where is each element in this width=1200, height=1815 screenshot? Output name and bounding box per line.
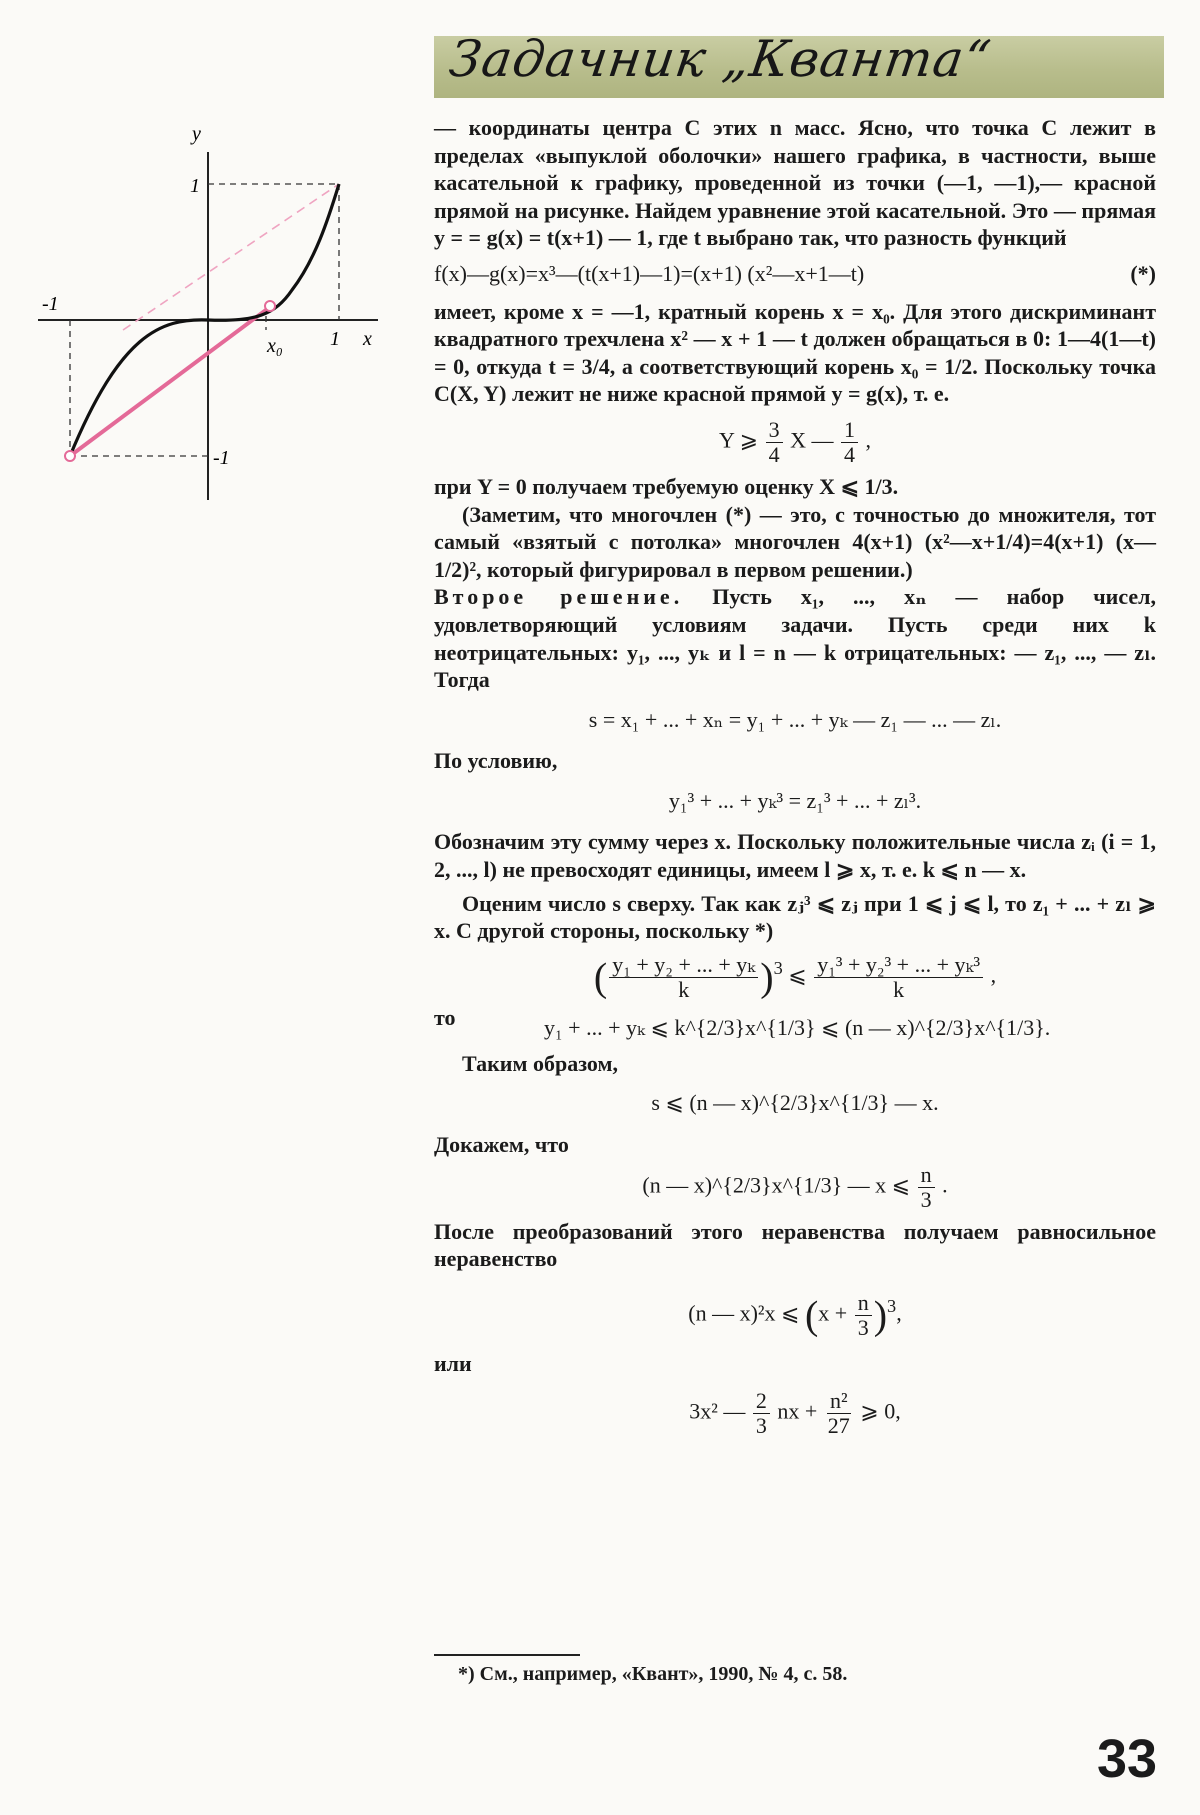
footnote: *) См., например, «Квант», 1990, № 4, с. 58. (458, 1663, 848, 1685)
label-y: y (192, 130, 201, 145)
equation-1-tag: (*) (1130, 260, 1156, 286)
point-x0 (265, 301, 275, 311)
paragraph-13: или (434, 1350, 472, 1376)
equation-6: y₁ + ... + yₖ ⩽ k^{2/3}x^{1/3} ⩽ (n — x)^{2/3}x^{1/3}. (544, 1014, 1051, 1040)
dashed-secant-line (123, 184, 339, 330)
cubic-graph-figure (30, 130, 400, 515)
equation-3: s = x₁ + ... + xₙ = y₁ + ... + yₖ — z₁ — ... — zₗ. (588, 706, 1002, 732)
equation-2: Y ⩾ $\frac{3}{4}$ X — $\frac{1}{4}$ , (719, 416, 871, 467)
equation-8: (n — x)^{2/3}x^{1/3} — x ⩽ $\frac{n}{3}$ . (642, 1161, 948, 1212)
equation-1: f(x)—g(x)=x³—(t(x+1)—1)=(x+1) (x²—x+1—t) (*) (434, 260, 1156, 286)
graph-svg (30, 130, 400, 510)
label-neg-one-y: -1 (213, 447, 230, 469)
label-x: x (363, 328, 372, 350)
paragraph-12: После преобразований этого неравенства получаем равносильное неравенство (434, 1218, 1156, 1272)
paragraph-5: Второе решение. Пусть x₁, ..., xₙ — набор чисел, удовлетворяющий условиям задачи. Пусть среди них k неотрицательных: y₁, ..., yₖ и l = n — k отрицательных: — z₁, ..., — zₗ. Тогда (434, 584, 1156, 693)
paragraph-2: имеет, кроме x = —1, кратный корень x = x₀. Для этого дискриминант квадратного трехчлена x² — x + 1 — t должен обращаться в 0: 1—4(1—t) = 0, откуда t = 3/4, а соответствующий корень x₀ = 1/2. Поскольку точка C(X, Y) лежит не ниже красной прямой y = g(x), т. е. (434, 298, 1156, 407)
label-neg-one-x: -1 (42, 293, 59, 315)
label-one-y: 1 (190, 175, 200, 197)
header-title: Задачник „Кванта“ (445, 30, 995, 88)
equation-5: ( $\frac{\text{y₁ + y₂ + ... + yₖ}}{k}$ )$^3$ ⩽ $\frac{\text{y₁³ + y₂³ + ... + yₖ³}}{k}$ , (593, 951, 997, 1002)
paragraph-8: Оценим число s сверху. Так как zⱼ³ ⩽ zⱼ при 1 ⩽ j ⩽ l, то z₁ + ... + zₗ ⩾ x. С другой стороны, поскольку *) (434, 890, 1156, 944)
equation-7: s ⩽ (n — x)^{2/3}x^{1/3} — x. (651, 1090, 939, 1116)
tangent-line (70, 307, 270, 456)
label-one-x: 1 (330, 328, 340, 350)
paragraph-3: при Y = 0 получаем требуемую оценку X ⩽ 1/3. (434, 473, 899, 499)
paragraph-1: — координаты центра C этих n масс. Ясно, что точка C лежит в пределах «выпуклой оболочки» нашего графика, в частности, выше касательной к графику, проведенной из точки (—1, —1),— красной прямой на рисунке. Найдем уравнение этой касательной. Это — прямая y = = g(x) = t(x+1) — 1, где t выбрано так, что разность функций (434, 115, 1156, 251)
equation-4: y₁³ + ... + yₖ³ = z₁³ + ... + zₗ³. (668, 787, 922, 813)
footnote-rule (434, 1654, 580, 1656)
equation-6-row: то y₁ + ... + yₖ ⩽ k^{2/3}x^{1/3} ⩽ (n — x)^{2/3}x^{1/3}. (434, 1004, 1051, 1040)
equation-9: (n — x)²x ⩽ (x + $\frac{n}{3}$ )$^3$, (688, 1289, 902, 1340)
paragraph-6: По условию, (434, 748, 558, 774)
point-neg-one (65, 451, 75, 461)
equation-10: 3x² — $\frac{2}{3}$ nx + $\frac{\text{n²}}{27}$ ⩾ 0, (689, 1388, 901, 1439)
paragraph-4: (Заметим, что многочлен (*) — это, с точностью до множителя, тот самый «взятый с потолка» многочлен 4(x+1) (x²—x+1/4)=4(x+1) (x—1/2)², который фигурировал в первом решении.) (434, 501, 1156, 582)
paragraph-11: Докажем, что (434, 1132, 569, 1158)
label-x0: x₀ (267, 335, 283, 357)
paragraph-7: Обозначим эту сумму через x. Поскольку положительные числа zᵢ (i = 1, 2, ..., l) не превосходят единицы, имеем l ⩾ x, т. е. k ⩽ n — x. (434, 829, 1156, 883)
paragraph-10: Таким образом, (462, 1050, 618, 1076)
article-text (434, 114, 1156, 1438)
page-number: 33 (1097, 1729, 1158, 1789)
